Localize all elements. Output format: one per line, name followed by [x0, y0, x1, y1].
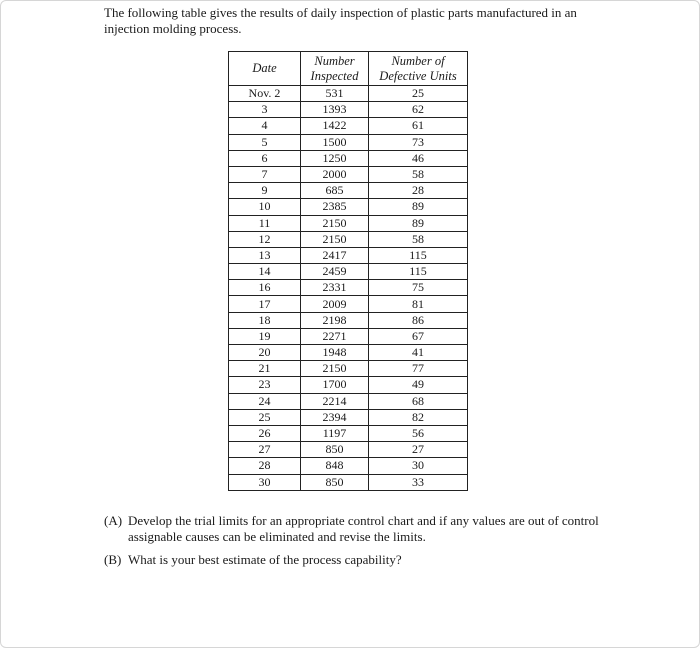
cell-date: 6 — [229, 150, 301, 166]
cell-defective-units: 81 — [369, 296, 468, 312]
table-row — [229, 409, 468, 425]
cell-defective-units: 82 — [369, 409, 468, 425]
cell-date: 19 — [229, 328, 301, 344]
cell-defective-units: 67 — [369, 328, 468, 344]
header-date: Date — [229, 52, 301, 86]
table-row — [229, 442, 468, 458]
cell-date: 25 — [229, 409, 301, 425]
table-row — [229, 474, 468, 490]
table-row — [229, 183, 468, 199]
cell-number-inspected: 2214 — [301, 393, 369, 409]
cell-defective-units: 58 — [369, 166, 468, 182]
question-text: Develop the trial limits for an appropriate control chart and if any values are out of control assignable causes can be eliminated and revise the limits. — [128, 513, 599, 544]
cell-number-inspected: 1700 — [301, 377, 369, 393]
question-text: What is your best estimate of the process capability? — [128, 552, 402, 567]
table-row — [229, 118, 468, 134]
cell-number-inspected: 850 — [301, 474, 369, 490]
cell-defective-units: 68 — [369, 393, 468, 409]
cell-defective-units: 75 — [369, 280, 468, 296]
cell-defective-units: 89 — [369, 199, 468, 215]
cell-date: 26 — [229, 425, 301, 441]
cell-defective-units: 115 — [369, 264, 468, 280]
cell-number-inspected: 2150 — [301, 361, 369, 377]
table-row — [229, 86, 468, 102]
cell-defective-units: 28 — [369, 183, 468, 199]
cell-date: 24 — [229, 393, 301, 409]
table-row — [229, 247, 468, 263]
cell-number-inspected: 531 — [301, 86, 369, 102]
question-a — [104, 513, 604, 545]
cell-number-inspected: 848 — [301, 458, 369, 474]
cell-date: 17 — [229, 296, 301, 312]
cell-defective-units: 33 — [369, 474, 468, 490]
question-label: (A) — [104, 513, 123, 528]
cell-date: 9 — [229, 183, 301, 199]
cell-number-inspected: 2150 — [301, 231, 369, 247]
cell-date: 27 — [229, 442, 301, 458]
cell-date: 21 — [229, 361, 301, 377]
table-row — [229, 150, 468, 166]
cell-defective-units: 27 — [369, 442, 468, 458]
table-row — [229, 280, 468, 296]
cell-date: 10 — [229, 199, 301, 215]
header-number-defective: Number of Defective Units — [369, 52, 468, 86]
table-row — [229, 361, 468, 377]
table-row — [229, 166, 468, 182]
cell-number-inspected: 2150 — [301, 215, 369, 231]
questions — [104, 513, 604, 575]
cell-defective-units: 89 — [369, 215, 468, 231]
table-row — [229, 393, 468, 409]
cell-date: 7 — [229, 166, 301, 182]
table-row — [229, 231, 468, 247]
cell-number-inspected: 2417 — [301, 247, 369, 263]
cell-defective-units: 49 — [369, 377, 468, 393]
cell-number-inspected: 1500 — [301, 134, 369, 150]
cell-defective-units: 86 — [369, 312, 468, 328]
inspection-table — [228, 51, 468, 491]
cell-number-inspected: 1197 — [301, 425, 369, 441]
table-row — [229, 425, 468, 441]
cell-number-inspected: 685 — [301, 183, 369, 199]
cell-number-inspected: 1250 — [301, 150, 369, 166]
intro-text: The following table gives the results of daily inspection of plastic parts manufactured in an injection molding process. — [104, 5, 577, 36]
cell-number-inspected: 1948 — [301, 345, 369, 361]
cell-date: 11 — [229, 215, 301, 231]
table-row — [229, 458, 468, 474]
cell-date: 13 — [229, 247, 301, 263]
question-label: (B) — [104, 552, 122, 567]
cell-date: Nov. 2 — [229, 86, 301, 102]
cell-number-inspected: 2331 — [301, 280, 369, 296]
cell-number-inspected: 1393 — [301, 102, 369, 118]
cell-defective-units: 58 — [369, 231, 468, 247]
cell-defective-units: 56 — [369, 425, 468, 441]
table-row — [229, 102, 468, 118]
cell-date: 28 — [229, 458, 301, 474]
table-row — [229, 328, 468, 344]
cell-defective-units: 77 — [369, 361, 468, 377]
cell-defective-units: 25 — [369, 86, 468, 102]
cell-date: 30 — [229, 474, 301, 490]
cell-date: 14 — [229, 264, 301, 280]
cell-date: 20 — [229, 345, 301, 361]
cell-defective-units: 73 — [369, 134, 468, 150]
cell-number-inspected: 2000 — [301, 166, 369, 182]
cell-date: 12 — [229, 231, 301, 247]
cell-defective-units: 62 — [369, 102, 468, 118]
table-row — [229, 215, 468, 231]
header-number-inspected: Number Inspected — [301, 52, 369, 86]
question-b — [104, 552, 604, 568]
cell-number-inspected: 2198 — [301, 312, 369, 328]
cell-date: 16 — [229, 280, 301, 296]
table-header-row — [229, 52, 468, 86]
cell-number-inspected: 2009 — [301, 296, 369, 312]
cell-number-inspected: 2459 — [301, 264, 369, 280]
cell-defective-units: 61 — [369, 118, 468, 134]
cell-number-inspected: 850 — [301, 442, 369, 458]
cell-date: 5 — [229, 134, 301, 150]
table-row — [229, 296, 468, 312]
cell-number-inspected: 1422 — [301, 118, 369, 134]
cell-number-inspected: 2394 — [301, 409, 369, 425]
table-row — [229, 345, 468, 361]
cell-defective-units: 115 — [369, 247, 468, 263]
cell-date: 3 — [229, 102, 301, 118]
table-row — [229, 134, 468, 150]
table-row — [229, 264, 468, 280]
table-row — [229, 312, 468, 328]
table-row — [229, 199, 468, 215]
cell-date: 18 — [229, 312, 301, 328]
cell-date: 23 — [229, 377, 301, 393]
table-row — [229, 377, 468, 393]
cell-date: 4 — [229, 118, 301, 134]
cell-number-inspected: 2271 — [301, 328, 369, 344]
cell-defective-units: 30 — [369, 458, 468, 474]
cell-number-inspected: 2385 — [301, 199, 369, 215]
cell-defective-units: 41 — [369, 345, 468, 361]
cell-defective-units: 46 — [369, 150, 468, 166]
table-body — [229, 86, 468, 491]
